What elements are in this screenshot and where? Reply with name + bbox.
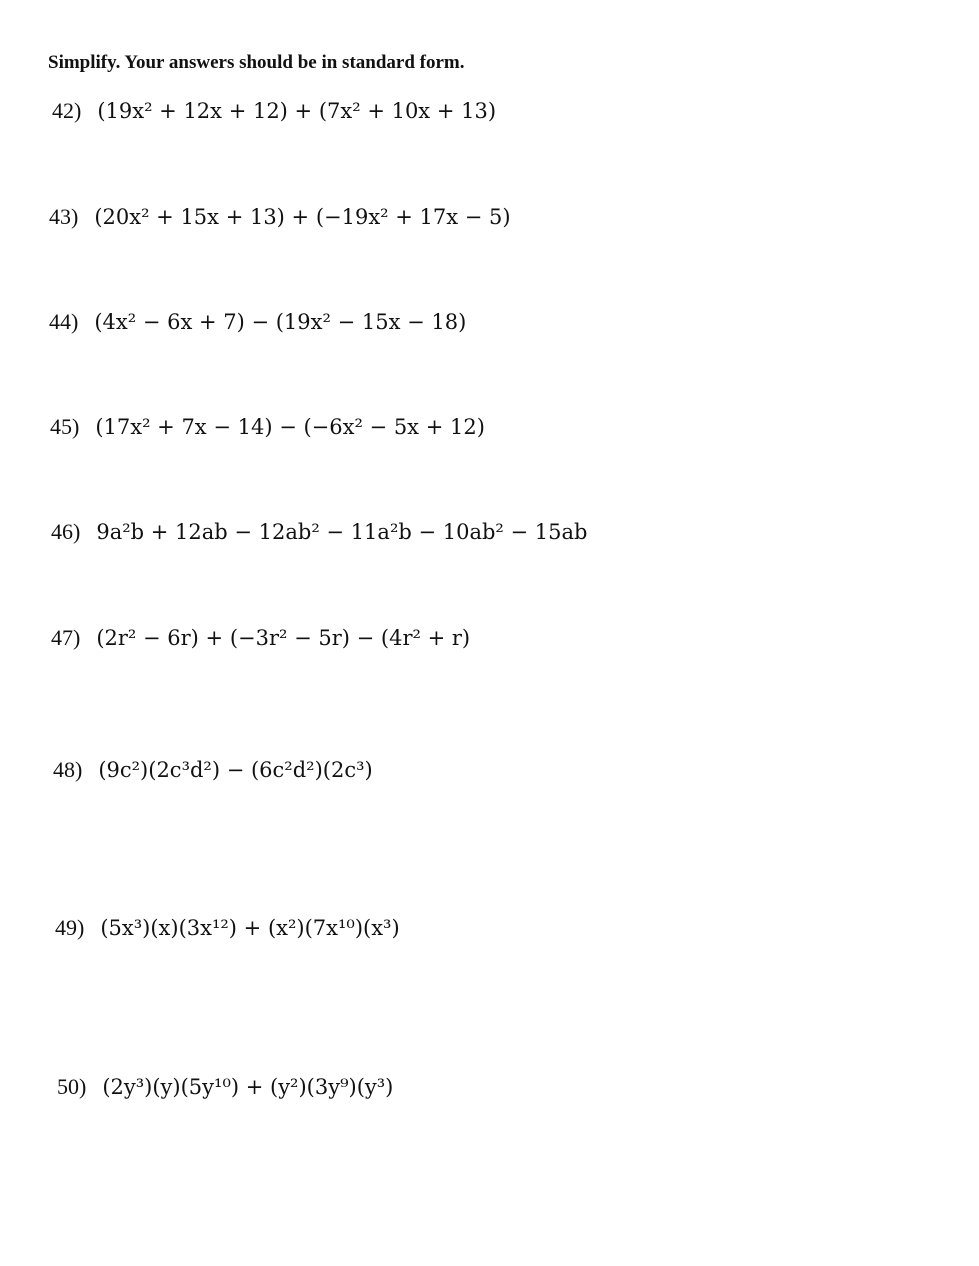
problem-44 [49,311,466,333]
problem-expression: (5x³)(x)(3x¹²) + (x²)(7x¹⁰)(x³) [100,916,400,940]
problem-number: 44) [49,309,79,334]
problem-number: 43) [49,204,79,229]
problem-number: 48) [53,757,83,782]
problem-expression: (2y³)(y)(5y¹⁰) + (y²)(3y⁹)(y³) [102,1075,394,1099]
problem-number: 47) [51,625,81,650]
problem-number: 50) [57,1074,87,1099]
problem-number: 46) [51,519,81,544]
problem-46 [51,521,587,543]
problem-expression: 9a²b + 12ab − 12ab² − 11a²b − 10ab² − 15ab [96,520,588,544]
problem-expression: (17x² + 7x − 14) − (−6x² − 5x + 12) [95,415,485,439]
problem-49 [55,917,400,939]
problem-43 [49,206,511,228]
problem-expression: (4x² − 6x + 7) − (19x² − 15x − 18) [94,310,467,334]
problem-45 [50,416,485,438]
problem-48 [53,759,373,781]
problem-expression: (19x² + 12x + 12) + (7x² + 10x + 13) [97,99,497,123]
instructions-heading: Simplify. Your answers should be in standard form. [48,52,465,73]
problem-number: 49) [55,915,85,940]
problem-number: 42) [52,98,82,123]
problem-number: 45) [50,414,80,439]
problem-42 [52,100,496,122]
problem-47 [51,627,470,649]
problem-expression: (20x² + 15x + 13) + (−19x² + 17x − 5) [94,205,511,229]
problem-50 [57,1076,393,1098]
problem-expression: (9c²)(2c³d²) − (6c²d²)(2c³) [98,758,373,782]
problem-expression: (2r² − 6r) + (−3r² − 5r) − (4r² + r) [96,626,471,650]
